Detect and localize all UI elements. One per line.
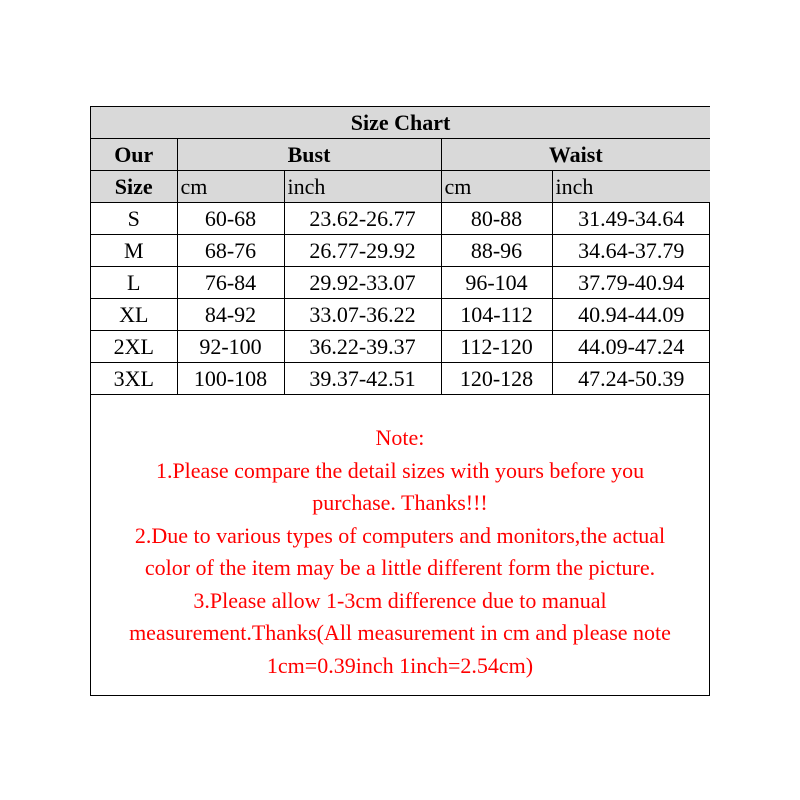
bust-cm-cell: 68-76 — [177, 235, 284, 267]
bust-inch-cell: 36.22-39.37 — [284, 331, 441, 363]
bust-cm-cell: 100-108 — [177, 363, 284, 395]
note-line: measurement.Thanks(All measurement in cm and please note — [129, 620, 671, 645]
note-line: 2.Due to various types of computers and monitors,the actual — [134, 522, 666, 548]
size-cell: L — [91, 267, 177, 299]
waist-inch-cell: 34.64-37.79 — [552, 235, 710, 267]
size-cell: S — [91, 203, 177, 235]
table-row — [91, 299, 710, 331]
note-line: 1cm=0.39inch 1inch=2.54cm) — [266, 652, 534, 678]
size-cell: 3XL — [91, 363, 177, 395]
note-heading: Note: — [375, 425, 425, 450]
size-cell: XL — [91, 299, 177, 331]
size-column-header: Our — [91, 139, 177, 171]
table-row — [91, 235, 710, 267]
bust-inch-header: inch — [284, 171, 441, 203]
bust-inch-cell: 29.92-33.07 — [284, 267, 441, 299]
note-line: color of the item may be a little different form the picture. — [144, 555, 656, 580]
bust-cm-cell: 76-84 — [177, 267, 284, 299]
size-column-header-2: Size — [91, 171, 177, 203]
waist-column-header: Waist — [441, 139, 710, 171]
waist-inch-cell: 47.24-50.39 — [552, 363, 710, 395]
waist-cm-cell: 88-96 — [441, 235, 552, 267]
size-cell: M — [91, 235, 177, 267]
bust-cm-cell: 92-100 — [177, 331, 284, 363]
note-line: 3.Please allow 1-3cm difference due to manual — [193, 587, 607, 613]
bust-inch-cell: 26.77-29.92 — [284, 235, 441, 267]
waist-cm-header: cm — [441, 171, 552, 203]
table-row — [91, 363, 710, 395]
chart-title: Size Chart — [91, 107, 710, 139]
waist-inch-cell: 31.49-34.64 — [552, 203, 710, 235]
bust-column-header: Bust — [177, 139, 441, 171]
waist-inch-header: inch — [552, 171, 710, 203]
waist-cm-cell: 104-112 — [441, 299, 552, 331]
waist-cm-cell: 80-88 — [441, 203, 552, 235]
bust-inch-cell: 33.07-36.22 — [284, 299, 441, 331]
waist-cm-cell: 120-128 — [441, 363, 552, 395]
bust-inch-cell: 23.62-26.77 — [284, 203, 441, 235]
waist-inch-cell: 44.09-47.24 — [552, 331, 710, 363]
table-row — [91, 331, 710, 363]
bust-cm-header: cm — [177, 171, 284, 203]
bust-cm-cell: 60-68 — [177, 203, 284, 235]
note-line: 1.Please compare the detail sizes with yours before you — [155, 457, 645, 483]
bust-cm-cell: 84-92 — [177, 299, 284, 331]
notes-section — [91, 422, 709, 682]
table-row — [91, 203, 710, 235]
waist-cm-cell: 96-104 — [441, 267, 552, 299]
table-row — [91, 267, 710, 299]
waist-inch-cell: 40.94-44.09 — [552, 299, 710, 331]
size-table — [91, 107, 710, 395]
note-line: purchase. Thanks!!! — [312, 490, 488, 515]
bust-inch-cell: 39.37-42.51 — [284, 363, 441, 395]
size-cell: 2XL — [91, 331, 177, 363]
waist-cm-cell: 112-120 — [441, 331, 552, 363]
size-chart — [90, 106, 710, 696]
waist-inch-cell: 37.79-40.94 — [552, 267, 710, 299]
